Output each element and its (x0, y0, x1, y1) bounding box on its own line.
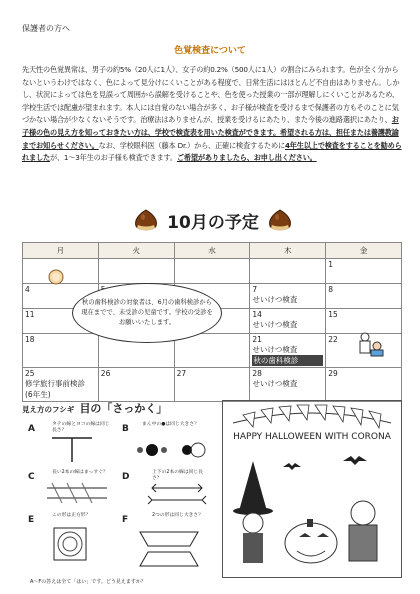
calendar-date: 22 (328, 335, 338, 344)
body-u1: お子様の色の見え方を知っておきたい方は、学校で検査表を用いた検査ができます。希望される方は、担任または養護教諭までお知らせください。 (22, 115, 399, 150)
calendar-event: せいけつ検査 (252, 295, 298, 304)
lion-illustration-icon (45, 268, 67, 286)
illusion-question-c: 長い2本の線はまっすぐ？ (52, 470, 108, 475)
calendar-date: 7 (252, 285, 258, 294)
page-title: 色覚検査について (174, 46, 246, 56)
calendar-event: 秋の歯科検診 (252, 355, 323, 366)
calendar-date: 29 (328, 369, 338, 378)
body-p3: が、1～3年生のお子様も検査できます。 (49, 153, 177, 163)
calendar-header-wed: 水 (174, 243, 250, 259)
calendar-week-row (23, 259, 402, 284)
illusion-answer-note: A～Fの答えは全て「はい」です。どう見えますか？ (30, 579, 146, 585)
illusion-question-b: まん中の●は同じ大きさ？ (142, 422, 199, 427)
halloween-illustration (222, 400, 402, 578)
calendar-day-cell (250, 368, 326, 402)
halloween-banner-text: HAPPY HALLOWEEN WITH CORONA (233, 432, 391, 442)
chestnut-icon (267, 208, 293, 232)
illusion-label-c: C (28, 472, 35, 482)
illusion-label-a: A (28, 424, 35, 434)
illusion-question-d: 上下の2本の線は同じ長さ？ (152, 470, 204, 482)
calendar-date: 4 (25, 285, 30, 294)
calendar-day-cell (23, 334, 99, 368)
calendar-week-row (23, 368, 402, 402)
calendar-event: せいけつ検査 (252, 379, 298, 388)
illusion-label-b: B (122, 424, 129, 434)
illusion-label-e: E (28, 515, 35, 525)
calendar-date: 18 (25, 335, 35, 344)
schedule-banner (118, 205, 308, 235)
calendar-day-cell (98, 368, 174, 402)
calendar-day-cell (250, 284, 326, 309)
halloween-drawing (223, 401, 401, 577)
body-u2: 4年生以上で検査をすることを勧められました (22, 140, 402, 163)
calendar-date: 8 (328, 285, 333, 294)
calendar-header-fri: 金 (326, 243, 402, 259)
calendar-event: せいけつ検査 (252, 345, 298, 354)
calendar-date: 14 (252, 310, 262, 319)
calendar-day-cell (326, 284, 402, 309)
body-u3: ご希望がありましたら、お申し出ください。 (176, 153, 317, 163)
dental-notice-bubble: 秋の歯科検診の対象者は、6月の歯科検診から現在までで、未受診の児童です。学校の受診をお願いいたします。 (72, 283, 222, 343)
illusion-question-e: この形は正方形？ (52, 513, 91, 518)
body-p1: 先天性の色覚異常は、男子の約5%（20人に1人）、女子の約0.2%（500人に1人）の割合にみられます。色が全く分からないというわけではなく、色によって見分けにくいことがある程度で、日常生活にはほとんど不自由はありません。しかし、状況によっては色を見誤って周囲から誤解を受けることや、色を使った授業の一部が理解しにくいことがあるため、学校生活では配慮が望まれます。本人には自覚のない場合が多く、お子様が検査を受けるまで保護者の方もそのことに気づかない場合が少なくないそうです。治療法はありませんが、授業を受けるにあたり、また今後の進路選択にあたり、 (22, 65, 400, 125)
calendar-header-thu: 木 (250, 243, 326, 259)
addressee: 保護者の方へ (22, 24, 70, 33)
illusion-question-f: 2つの形は同じ大きさ？ (152, 513, 204, 518)
illusion-heading-big: 目の「さっかく」 (79, 402, 168, 415)
calendar-date: 15 (328, 310, 338, 319)
calendar-header-mon: 月 (23, 243, 99, 259)
illusion-label-d: D (122, 472, 130, 482)
calendar-day-cell (250, 309, 326, 334)
calendar-day-cell (326, 259, 402, 284)
illusion-question-a: タテの線とヨコの線は同じ長さ？ (52, 422, 110, 434)
calendar-date: 27 (176, 369, 187, 378)
calendar-day-cell (23, 368, 99, 402)
calendar-date: 25 (25, 369, 35, 378)
calendar-date: 21 (252, 335, 262, 344)
dentist-illustration-icon (357, 330, 385, 360)
calendar-event: せいけつ検査 (252, 320, 298, 329)
chestnut-icon (133, 208, 159, 232)
illusion-heading-small: 見え方のフシギ (22, 405, 75, 414)
calendar-day-cell (250, 334, 326, 368)
calendar-header-tue: 火 (98, 243, 174, 259)
calendar-date: 11 (25, 310, 35, 319)
calendar-day-cell (326, 368, 402, 402)
calendar-event: (6年生) (25, 390, 51, 399)
optical-illusion-section (22, 400, 212, 590)
calendar-date: 26 (100, 369, 111, 378)
calendar-event: 修学旅行事前検診 (25, 379, 85, 388)
calendar-day-cell (174, 368, 250, 402)
illusion-label-f: F (122, 515, 129, 525)
calendar-date: 28 (252, 369, 262, 378)
calendar-day-cell (250, 259, 326, 284)
calendar-day-cell (174, 259, 250, 284)
schedule-title: 10月の予定 (167, 212, 259, 233)
body-p2: なお、学校眼科医（藤本 Dr.）から、正確に検査するために (98, 140, 285, 150)
illusion-figures (22, 400, 212, 590)
body-text (22, 64, 402, 165)
calendar-date: 1 (328, 260, 333, 269)
calendar-week-row (23, 334, 402, 368)
calendar-day-cell (98, 259, 174, 284)
